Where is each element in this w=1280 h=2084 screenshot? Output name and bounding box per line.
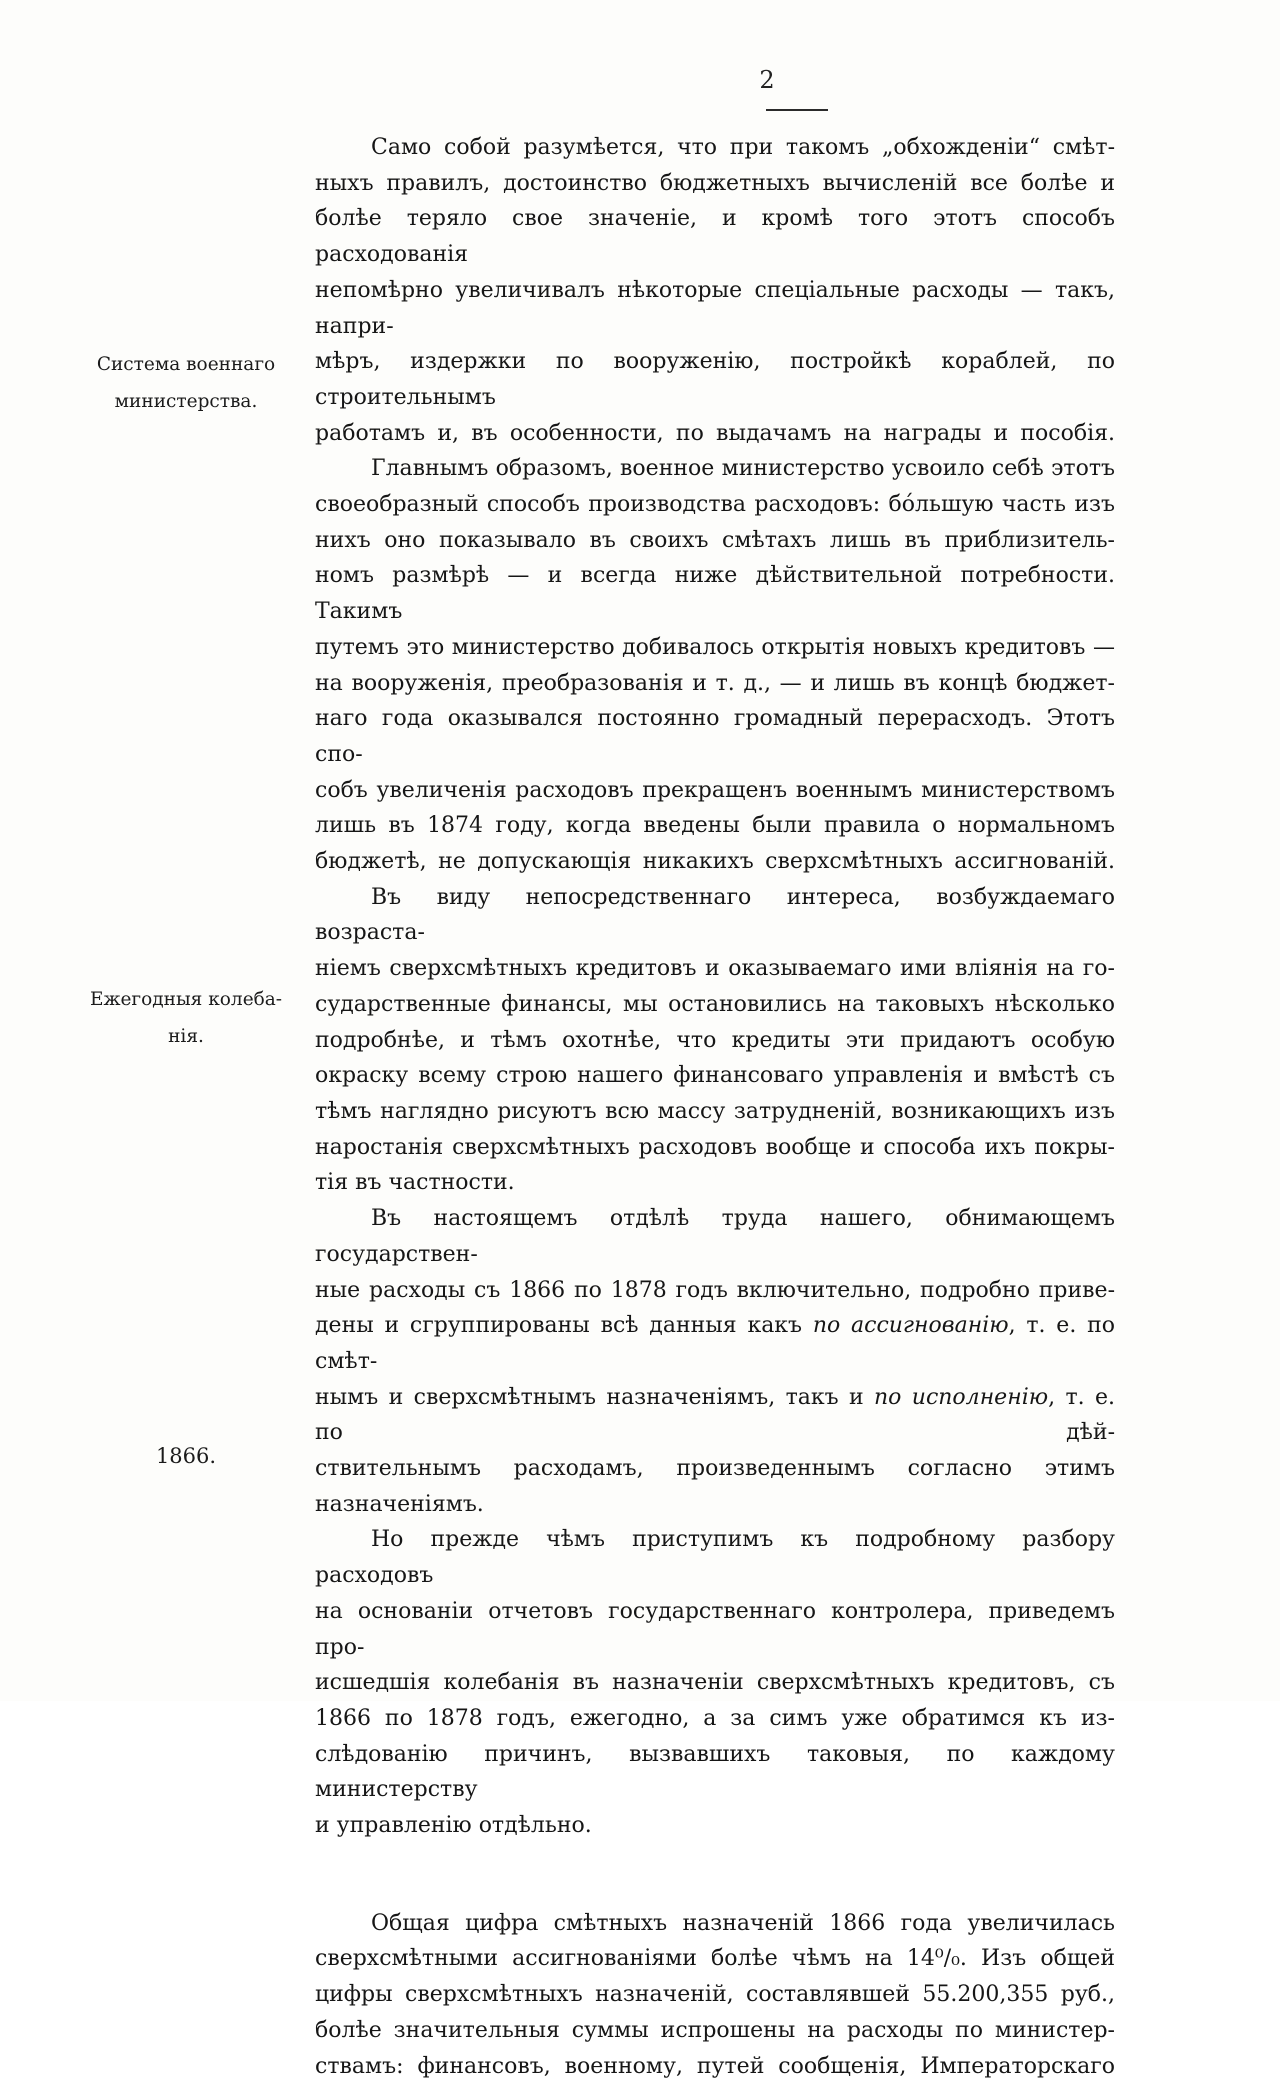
text-line (315, 451, 1115, 487)
text-segment: 1866 по 1878 годъ, ежегодно, а за симъ уже обратимся къ из- (315, 1705, 1115, 1731)
text-line (315, 630, 1115, 666)
text-line (315, 1977, 1115, 2013)
text-segment: Само собой разумѣется, что при такомъ „обхожденіи“ смѣт- (371, 135, 1115, 160)
text-line (315, 1308, 1115, 1379)
text-line (315, 701, 1115, 772)
text-segment: нихъ оно показывало въ своихъ смѣтахъ лишь въ приблизитель- (315, 527, 1115, 553)
text-line (315, 1380, 1115, 1451)
text-line (315, 1522, 1115, 1593)
text-line (315, 773, 1115, 809)
text-segment: на вооруженія, преобразованія и т. д., — и лишь въ концѣ бюджет- (315, 670, 1115, 696)
text-segment: ніемъ сверхсмѣтныхъ кредитовъ и оказываемаго ими вліянія на го- (315, 956, 1115, 982)
text-segment: дены и сгруппированы всѣ данныя какъ (315, 1313, 813, 1339)
text-line (315, 1023, 1115, 1059)
text-line (315, 130, 1115, 166)
text-segment: и управленію отдѣльно. (315, 1813, 592, 1839)
text-line (315, 1451, 1115, 1522)
paragraph (315, 130, 1115, 451)
paragraph (315, 451, 1115, 879)
text-segment: нымъ и сверхсмѣтнымъ назначеніямъ, такъ и (315, 1384, 874, 1410)
text-line (315, 1130, 1115, 1166)
text-segment: номъ размѣрѣ — и всегда ниже дѣйствительной потребности. Такимъ (315, 563, 1115, 625)
text-line (315, 880, 1115, 951)
text-segment: сударственные финансы, мы остановились на таковыхъ нѣсколько (315, 991, 1115, 1017)
text-segment: ствительнымъ расходамъ, произведеннымъ согласно этимъ назначеніямъ. (315, 1456, 1115, 1517)
text-segment: цифры сверхсмѣтныхъ назначеній, составлявшей 55.200,355 руб., (315, 1982, 1115, 2008)
text-line (315, 201, 1115, 272)
text-segment: наростанія сверхсмѣтныхъ расходовъ вообще и способа ихъ покры- (315, 1134, 1115, 1160)
margin-note (72, 981, 300, 1055)
text-segment: ствамъ: финансовъ, военному, путей сообщенія, Императорскаго (315, 2053, 1115, 2079)
margin-note (72, 346, 300, 420)
text-segment: окраску всему строю нашего финансоваго управленія и вмѣстѣ съ (315, 1063, 1115, 1089)
text-segment: путемъ это министерство добивалось открытія новыхъ кредитовъ — (315, 634, 1115, 660)
text-segment: сверхсмѣтными ассигнованіями болѣе чѣмъ на 14⁰/₀. Изъ общей (315, 1946, 1115, 1972)
text-line (315, 273, 1115, 344)
text-line (315, 987, 1115, 1023)
text-segment: мѣръ, издержки по вооруженію, постройкѣ кораблей, по строительнымъ (315, 349, 1115, 410)
text-segment: бюджетѣ, не допускающія никакихъ сверхсмѣтныхъ ассигнованій. (315, 849, 1115, 875)
text-line (315, 1906, 1115, 1942)
text-line (315, 666, 1115, 702)
text-line (315, 1165, 1115, 1201)
margin-note-line: министерства. (114, 391, 258, 412)
text-line (315, 951, 1115, 987)
paragraph (315, 880, 1115, 1201)
text-line (315, 2049, 1115, 2084)
text-segment: непомѣрно увеличивалъ нѣкоторые спеціальные расходы — такъ, напри- (315, 277, 1115, 339)
text-line (315, 558, 1115, 629)
text-line (315, 2013, 1115, 2049)
text-segment: , т. е. по смѣт- (315, 1313, 1115, 1374)
text-segment: по исполненію (874, 1384, 1049, 1410)
margin-note (72, 1438, 300, 1475)
text-line (315, 1594, 1115, 1665)
text-segment: тія въ частности. (315, 1170, 515, 1196)
body-text (315, 130, 1115, 2084)
text-segment: Общая цифра смѣтныхъ назначеній 1866 года увеличилась (371, 1910, 1115, 1936)
text-segment: ные расходы съ 1866 по 1878 годъ включительно, подробно приве- (315, 1277, 1115, 1303)
text-segment: тѣмъ наглядно рисуютъ всю массу затрудненій, возникающихъ изъ (315, 1098, 1115, 1124)
text-segment: , т. е. по дѣй- (315, 1384, 1116, 1446)
margin-note-line: нія. (168, 1026, 204, 1047)
text-segment: слѣдованію причинъ, вызвавшихъ таковыя, по каждому министерству (315, 1741, 1115, 1803)
text-segment: работамъ и, въ особенности, по выдачамъ на награды и пособія. (315, 420, 1115, 446)
text-line (315, 1737, 1115, 1808)
text-line (315, 808, 1115, 844)
text-segment: болѣе теряло свое значеніе, и кромѣ того этотъ способъ расходованія (315, 206, 1115, 268)
margin-note-line: Система военнаго (96, 354, 276, 375)
text-line (315, 416, 1115, 452)
text-segment: ныхъ правилъ, достоинство бюджетныхъ вычисленій все болѣе и (315, 170, 1115, 196)
text-line (315, 487, 1115, 523)
paragraph (315, 1201, 1115, 1522)
text-segment: Главнымъ образомъ, военное министерство усвоило себѣ этотъ (371, 456, 1115, 482)
text-segment: Но прежде чѣмъ приступимъ къ подробному разбору расходовъ (315, 1527, 1115, 1589)
text-segment: собъ увеличенія расходовъ прекращенъ военнымъ министерствомъ (315, 777, 1115, 803)
text-segment: болѣе значительныя суммы испрошены на расходы по министер- (315, 2017, 1115, 2043)
text-line (315, 1058, 1115, 1094)
margin-note-line: 1866. (155, 1444, 217, 1468)
text-line (315, 523, 1115, 559)
text-segment: на основаніи отчетовъ государственнаго контролера, приведемъ про- (315, 1598, 1115, 1660)
text-segment: Въ настоящемъ отдѣлѣ труда нашего, обнимающемъ государствен- (315, 1206, 1115, 1267)
text-segment: лишь въ 1874 году, когда введены были правила о нормальномъ (315, 813, 1115, 839)
text-segment: Въ виду непосредственнаго интереса, возбуждаемаго возраста- (315, 884, 1115, 946)
paragraph (315, 1522, 1115, 1843)
text-line (315, 1665, 1115, 1701)
text-line (315, 1201, 1115, 1272)
text-line (315, 344, 1115, 415)
text-line (315, 1094, 1115, 1130)
text-line (315, 1273, 1115, 1309)
text-segment: по ассигнованію (812, 1313, 1009, 1339)
text-line (315, 1701, 1115, 1737)
page-number: 2 (759, 66, 775, 94)
text-line (315, 1941, 1115, 1977)
page-number-rule (766, 109, 828, 111)
text-line (315, 1808, 1115, 1844)
text-line (315, 844, 1115, 880)
text-segment: исшедшія колебанія въ назначеніи сверхсмѣтныхъ кредитовъ, съ (315, 1670, 1115, 1696)
margin-note-line: Ежегодныя колеба- (89, 989, 283, 1010)
text-segment: своеобразный способъ производства расходовъ: бо́льшую часть изъ (315, 492, 1115, 518)
text-line (315, 166, 1115, 202)
text-segment: наго года оказывался постоянно громадный перерасходъ. Этотъ спо- (315, 706, 1115, 767)
paragraph (315, 1906, 1115, 2084)
text-segment: подробнѣе, и тѣмъ охотнѣе, что кредиты эти придаютъ особую (315, 1027, 1115, 1053)
